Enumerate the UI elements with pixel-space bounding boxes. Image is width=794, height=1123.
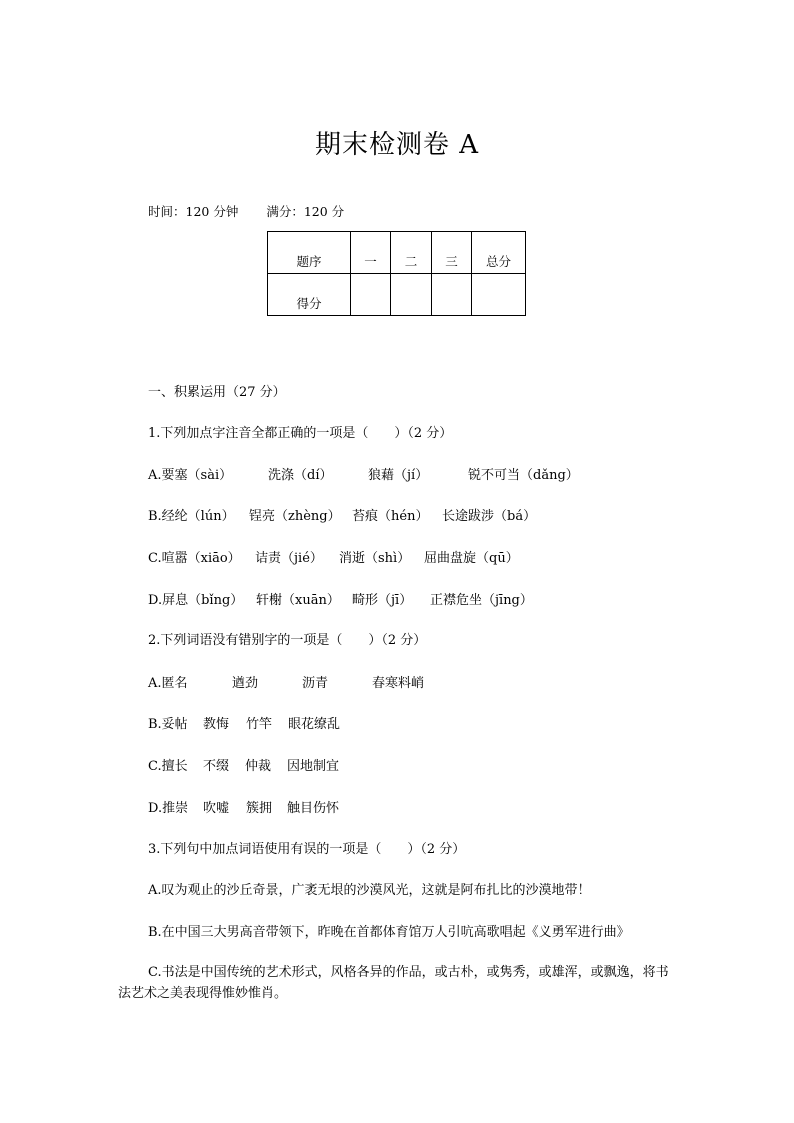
option-row	[148, 589, 533, 608]
option-row	[148, 713, 340, 732]
option-text: B.在中国三大男高音带领下，昨晚在首都体育馆万人引吭高歌唱起《义勇军进行曲》	[148, 925, 630, 940]
option-item: D.屏息（bǐng）	[148, 593, 244, 608]
question-stem: 3.下列句中加点词语使用有误的一项是（ ）（2 分）	[148, 842, 466, 857]
option-text: A.叹为观止的沙丘奇景，广袤无垠的沙漠风光，这就是阿布扎比的沙漠地带！	[148, 883, 591, 898]
option-item: B.妥帖	[148, 717, 188, 732]
option-item: A.匿名	[148, 676, 188, 691]
score-input-cell[interactable]	[391, 274, 432, 316]
option-row	[148, 672, 424, 691]
option-item: 长途跋涉（bá）	[442, 509, 537, 524]
option-item: 教悔	[203, 717, 230, 732]
full-score: 满分：120 分	[266, 204, 345, 219]
score-input-cell[interactable]	[351, 274, 391, 316]
option-item: 遒劲	[232, 676, 259, 691]
time-limit: 时间：120 分钟	[148, 204, 239, 219]
option-item: 诘责（jié）	[255, 551, 323, 566]
score-table-header-row	[268, 232, 526, 274]
option-text: C.书法是中国传统的艺术形式，风格各异的作品，或古朴，或隽秀，或雄浑，或飘逸，将书法艺术之美表现得惟妙惟肖。	[118, 965, 669, 1001]
score-table-cell: 总分	[472, 232, 526, 274]
option-item: C.擅长	[148, 759, 188, 774]
option-item: 竹竿	[246, 717, 273, 732]
option-item: A.要塞（sài）	[148, 468, 233, 483]
option-item: 因地制宜	[287, 759, 340, 774]
score-table-cell: 二	[391, 232, 432, 274]
option-item: 洗涤（dí）	[268, 468, 333, 483]
score-table-cell: 题序	[268, 232, 351, 274]
option-item: 仲裁	[245, 759, 272, 774]
option-item: 屈曲盘旋（qū）	[424, 551, 519, 566]
option-item: C.喧嚣（xiāo）	[148, 551, 241, 566]
option-item: D.推崇	[148, 801, 189, 816]
option-item: 正襟危坐（jīng）	[430, 593, 533, 608]
option-row	[148, 505, 536, 524]
question-stem: 2.下列词语没有错别字的一项是（ ）（2 分）	[148, 633, 427, 648]
option-item: 触目伤怀	[287, 801, 340, 816]
score-table-cell: 得分	[268, 274, 351, 316]
option-item: B.经纶（lún）	[148, 509, 235, 524]
score-input-cell[interactable]	[432, 274, 472, 316]
option-item: 眼花缭乱	[288, 717, 341, 732]
option-item: 消逝（shì）	[339, 551, 411, 566]
option-item: 春寒料峭	[372, 676, 425, 691]
option-row	[148, 755, 339, 774]
score-table	[267, 231, 526, 316]
section-heading: 一、积累运用（27 分）	[148, 385, 286, 400]
question-stem: 1.下列加点字注音全都正确的一项是（ ）（2 分）	[148, 426, 453, 441]
option-item: 狼藉（jí）	[368, 468, 429, 483]
exam-meta	[148, 202, 344, 220]
score-table-score-row	[268, 274, 526, 316]
score-input-cell[interactable]	[472, 274, 526, 316]
option-item: 锃亮（zhèng）	[249, 509, 341, 524]
score-table-cell: 三	[432, 232, 472, 274]
option-row	[148, 797, 339, 816]
option-item: 不缀	[203, 759, 230, 774]
option-row	[148, 464, 579, 483]
option-item: 沥青	[302, 676, 329, 691]
option-item: 吹嘘	[203, 801, 230, 816]
option-item: 畸形（jī）	[352, 593, 413, 608]
option-item: 苔痕（hén）	[352, 509, 429, 524]
option-item: 锐不可当（dǎng）	[468, 468, 579, 483]
score-table-cell: 一	[351, 232, 391, 274]
option-item: 轩榭（xuān）	[256, 593, 340, 608]
exam-title: 期末检测卷 A	[314, 130, 480, 160]
option-row	[148, 547, 519, 566]
option-item: 簇拥	[246, 801, 273, 816]
